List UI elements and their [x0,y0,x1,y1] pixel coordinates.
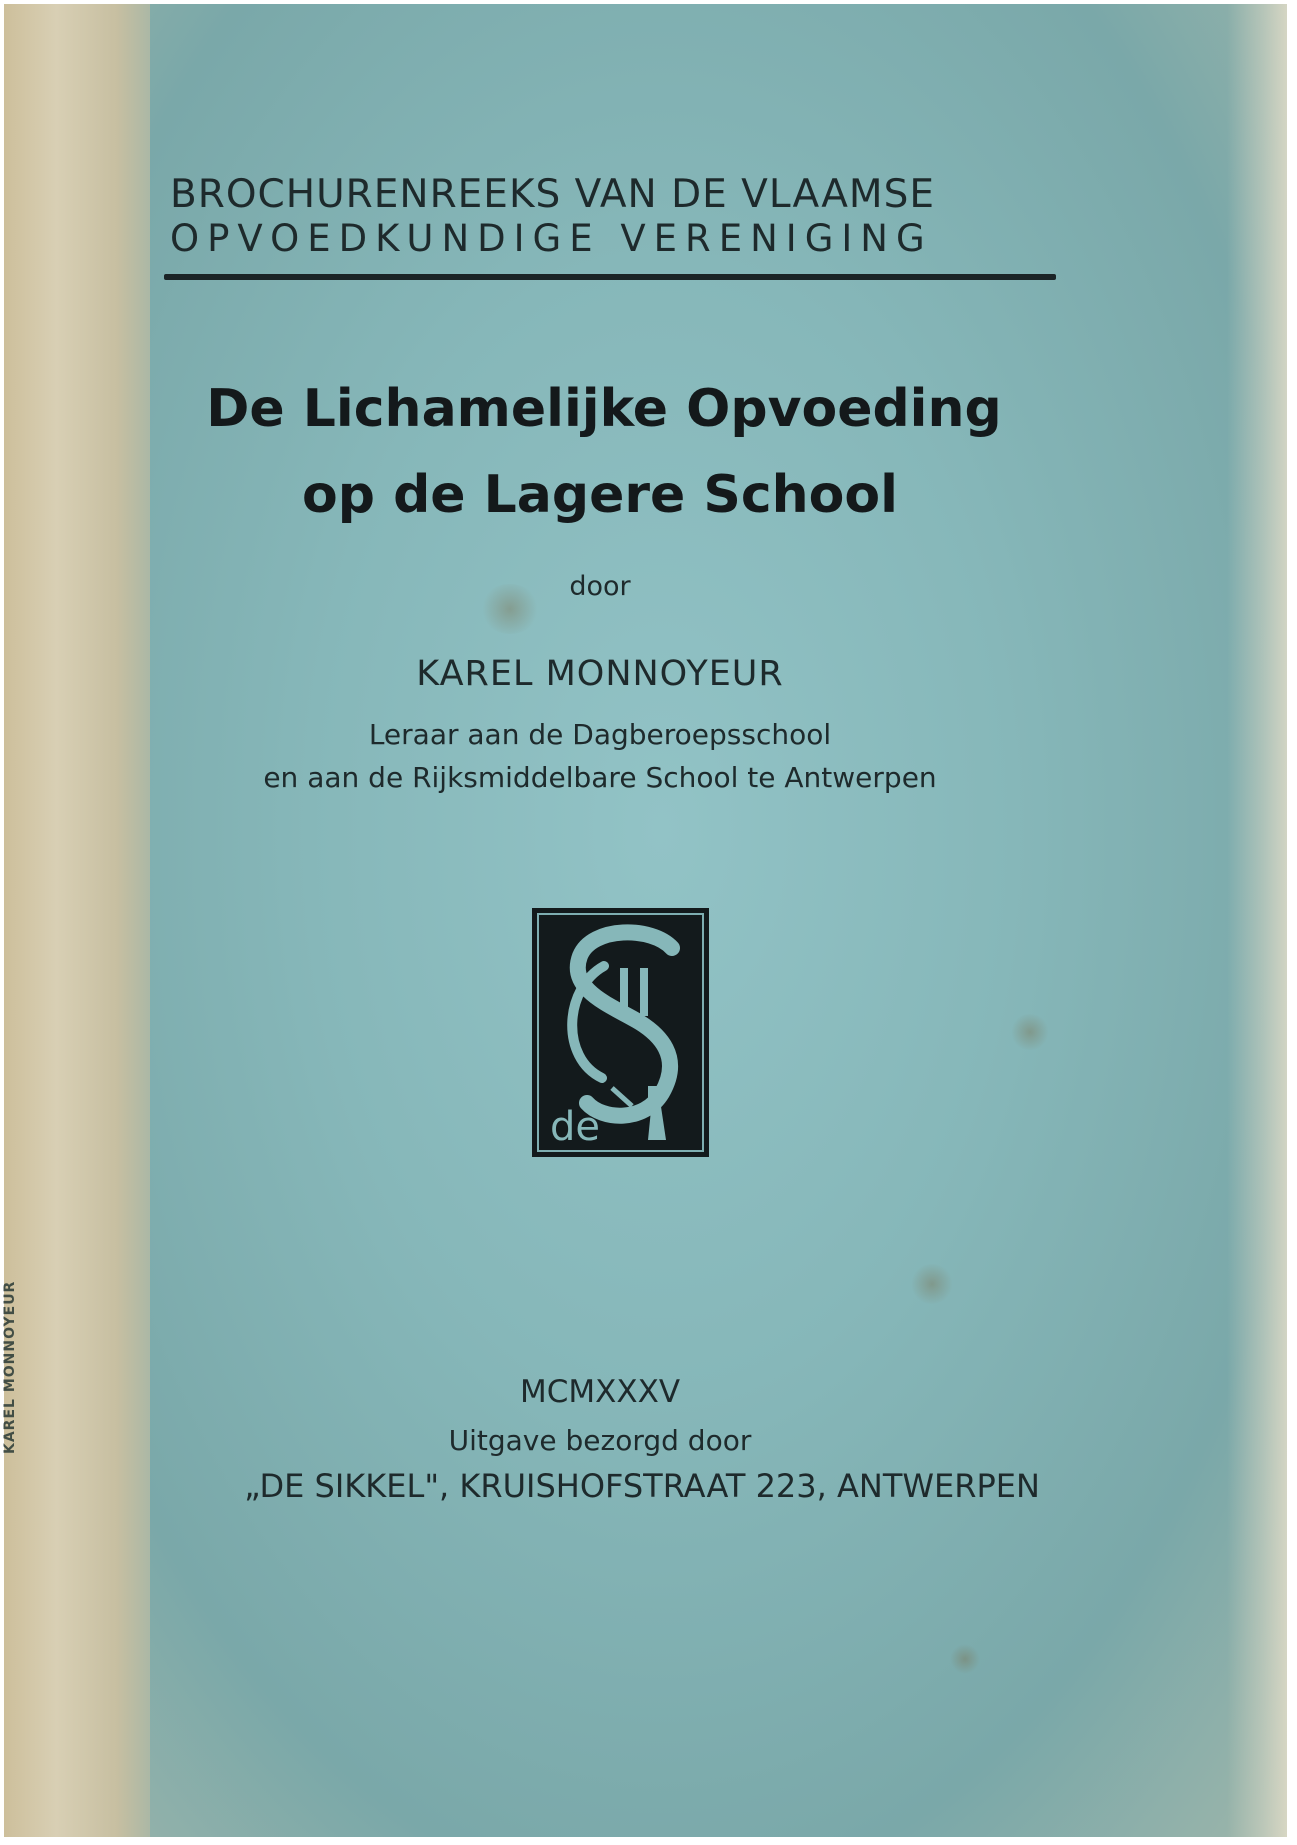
stain [910,1264,954,1304]
publication-year: MCMXXXV [519,1374,681,1410]
series-divider [164,274,1056,280]
series-title-line-1: BROCHURENREEKS VAN DE VLAAMSE [170,172,935,217]
front-cover [150,4,1287,1837]
stain [1010,1014,1050,1050]
book-title-line-2: op de Lagere School [302,465,898,525]
stain [950,1644,980,1674]
publisher-line-2: „DE SIKKEL", KRUISHOFSTRAAT 223, ANTWERPEN [244,1467,1040,1505]
author-role-line-1: Leraar aan de Dagberoepsschool [368,718,832,751]
series-title-line-2: OPVOEDKUNDIGE VERENIGING [170,217,933,260]
spine-text: KAREL MONNOYEUR [2,1280,18,1454]
book [4,4,1287,1837]
by-label: door [569,571,631,602]
publisher-line-1: Uitgave bezorgd door [448,1424,752,1457]
logo-text: de [550,1104,600,1150]
book-title-line-1: De Lichamelijke Opvoeding [206,379,1002,439]
author-name: KAREL MONNOYEUR [416,654,784,694]
publisher-logo [532,908,709,1157]
book-spine [4,4,154,1837]
author-role-line-2: en aan de Rijksmiddelbare School te Antwerpen [263,761,937,794]
